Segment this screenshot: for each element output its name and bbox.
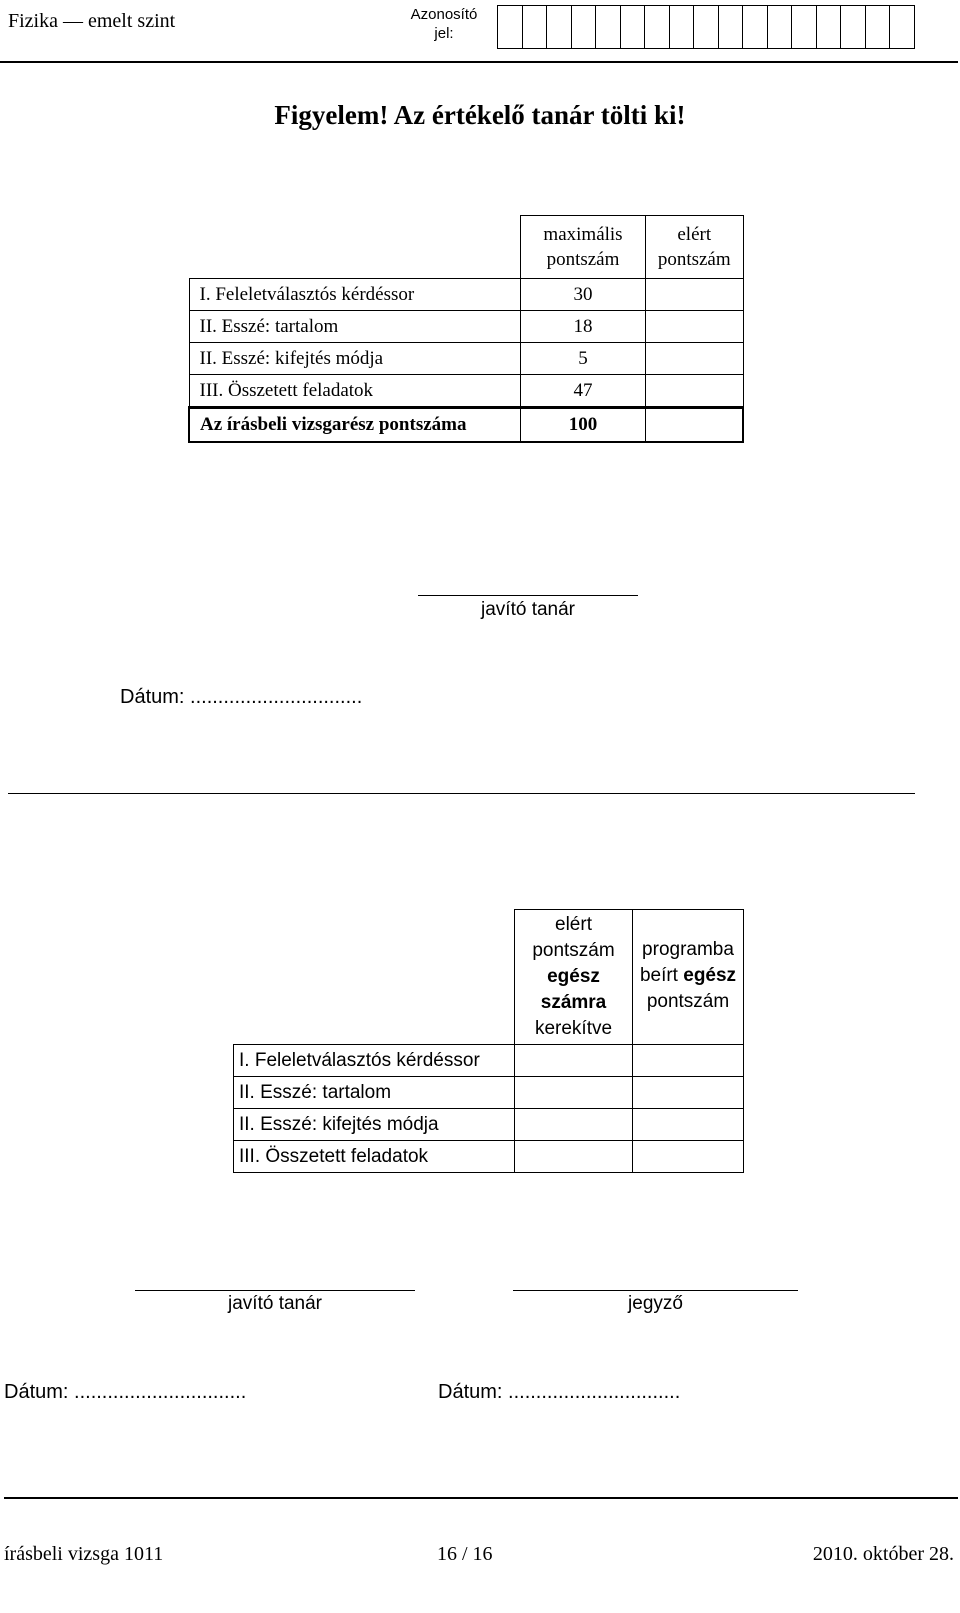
row-program-field[interactable] [633, 1141, 744, 1173]
table-row [189, 375, 743, 408]
col-max-header: maximális pontszám [521, 216, 646, 279]
row-label: II. Esszé: kifejtés módja [189, 343, 521, 375]
id-box[interactable] [866, 5, 891, 49]
footer-rule [4, 1497, 958, 1499]
row-achieved-field[interactable] [646, 279, 744, 311]
id-boxes [497, 5, 915, 49]
table-row [234, 1045, 744, 1077]
id-box[interactable] [817, 5, 842, 49]
total-label: Az írásbeli vizsgarész pontszáma [189, 408, 521, 443]
total-achieved-field[interactable] [646, 408, 744, 443]
row-label: III. Összetett feladatok [189, 375, 521, 408]
row-program-field[interactable] [633, 1077, 744, 1109]
header-subject: Fizika — emelt szint [8, 10, 176, 32]
id-box[interactable] [523, 5, 548, 49]
signature-caption-notary: jegyző [628, 1293, 683, 1314]
id-box[interactable] [596, 5, 621, 49]
total-max: 100 [521, 408, 646, 443]
row-program-field[interactable] [633, 1045, 744, 1077]
signature-line-notary[interactable] [513, 1290, 798, 1291]
signature-caption-grader: javító tanár [481, 599, 575, 620]
col-program-header: programba beírt egész pontszám [633, 910, 744, 1045]
date-field-notary[interactable]: Dátum: ............................... [438, 1381, 681, 1403]
id-box[interactable] [645, 5, 670, 49]
date-field-grader[interactable]: Dátum: ............................... [120, 686, 363, 708]
row-achieved-field[interactable] [646, 343, 744, 375]
id-box[interactable] [792, 5, 817, 49]
col-rounded-header: elért pontszám egész számra kerekítve [515, 910, 633, 1045]
id-box[interactable] [694, 5, 719, 49]
row-label: II. Esszé: tartalom [234, 1077, 515, 1109]
id-box[interactable] [890, 5, 915, 49]
id-box[interactable] [841, 5, 866, 49]
footer-page: 16 / 16 [437, 1543, 493, 1565]
row-max: 5 [521, 343, 646, 375]
id-label-line1: Azonosító [410, 6, 478, 23]
row-max: 47 [521, 375, 646, 408]
footer-exam: írásbeli vizsga 1011 [4, 1543, 164, 1565]
total-row [189, 408, 743, 443]
id-box[interactable] [572, 5, 597, 49]
footer-date: 2010. október 28. [812, 1543, 954, 1565]
col-achieved-header: elért pontszám [646, 216, 744, 279]
table-row [234, 1141, 744, 1173]
id-label [404, 5, 484, 43]
table-row [189, 343, 743, 375]
row-max: 30 [521, 279, 646, 311]
table-row [234, 1077, 744, 1109]
table-row [189, 279, 743, 311]
row-label: II. Esszé: kifejtés módja [234, 1109, 515, 1141]
header-rule [0, 61, 958, 63]
row-max: 18 [521, 311, 646, 343]
table-row [234, 1109, 744, 1141]
signature-line-grader[interactable] [418, 595, 638, 596]
notice-heading: Figyelem! Az értékelő tanár tölti ki! [274, 100, 686, 130]
row-label: II. Esszé: tartalom [189, 311, 521, 343]
row-rounded-field[interactable] [515, 1109, 633, 1141]
row-rounded-field[interactable] [515, 1077, 633, 1109]
id-box[interactable] [547, 5, 572, 49]
signature-caption-grader-2: javító tanár [228, 1293, 322, 1314]
signature-line-grader-2[interactable] [135, 1290, 415, 1291]
id-box[interactable] [621, 5, 646, 49]
date-field-grader-2[interactable]: Dátum: ............................... [4, 1381, 247, 1403]
row-label: I. Feleletválasztós kérdéssor [234, 1045, 515, 1077]
row-achieved-field[interactable] [646, 375, 744, 408]
score-table-rounded [233, 909, 744, 1173]
row-rounded-field[interactable] [515, 1141, 633, 1173]
id-box[interactable] [498, 5, 523, 49]
score-table-main [188, 215, 744, 443]
row-achieved-field[interactable] [646, 311, 744, 343]
row-program-field[interactable] [633, 1109, 744, 1141]
id-label-line2: jel: [434, 25, 454, 42]
row-rounded-field[interactable] [515, 1045, 633, 1077]
row-label: III. Összetett feladatok [234, 1141, 515, 1173]
row-label: I. Feleletválasztós kérdéssor [189, 279, 521, 311]
section-separator [8, 793, 915, 794]
table-row [189, 311, 743, 343]
id-box[interactable] [670, 5, 695, 49]
id-box[interactable] [719, 5, 744, 49]
id-box[interactable] [743, 5, 768, 49]
id-box[interactable] [768, 5, 793, 49]
